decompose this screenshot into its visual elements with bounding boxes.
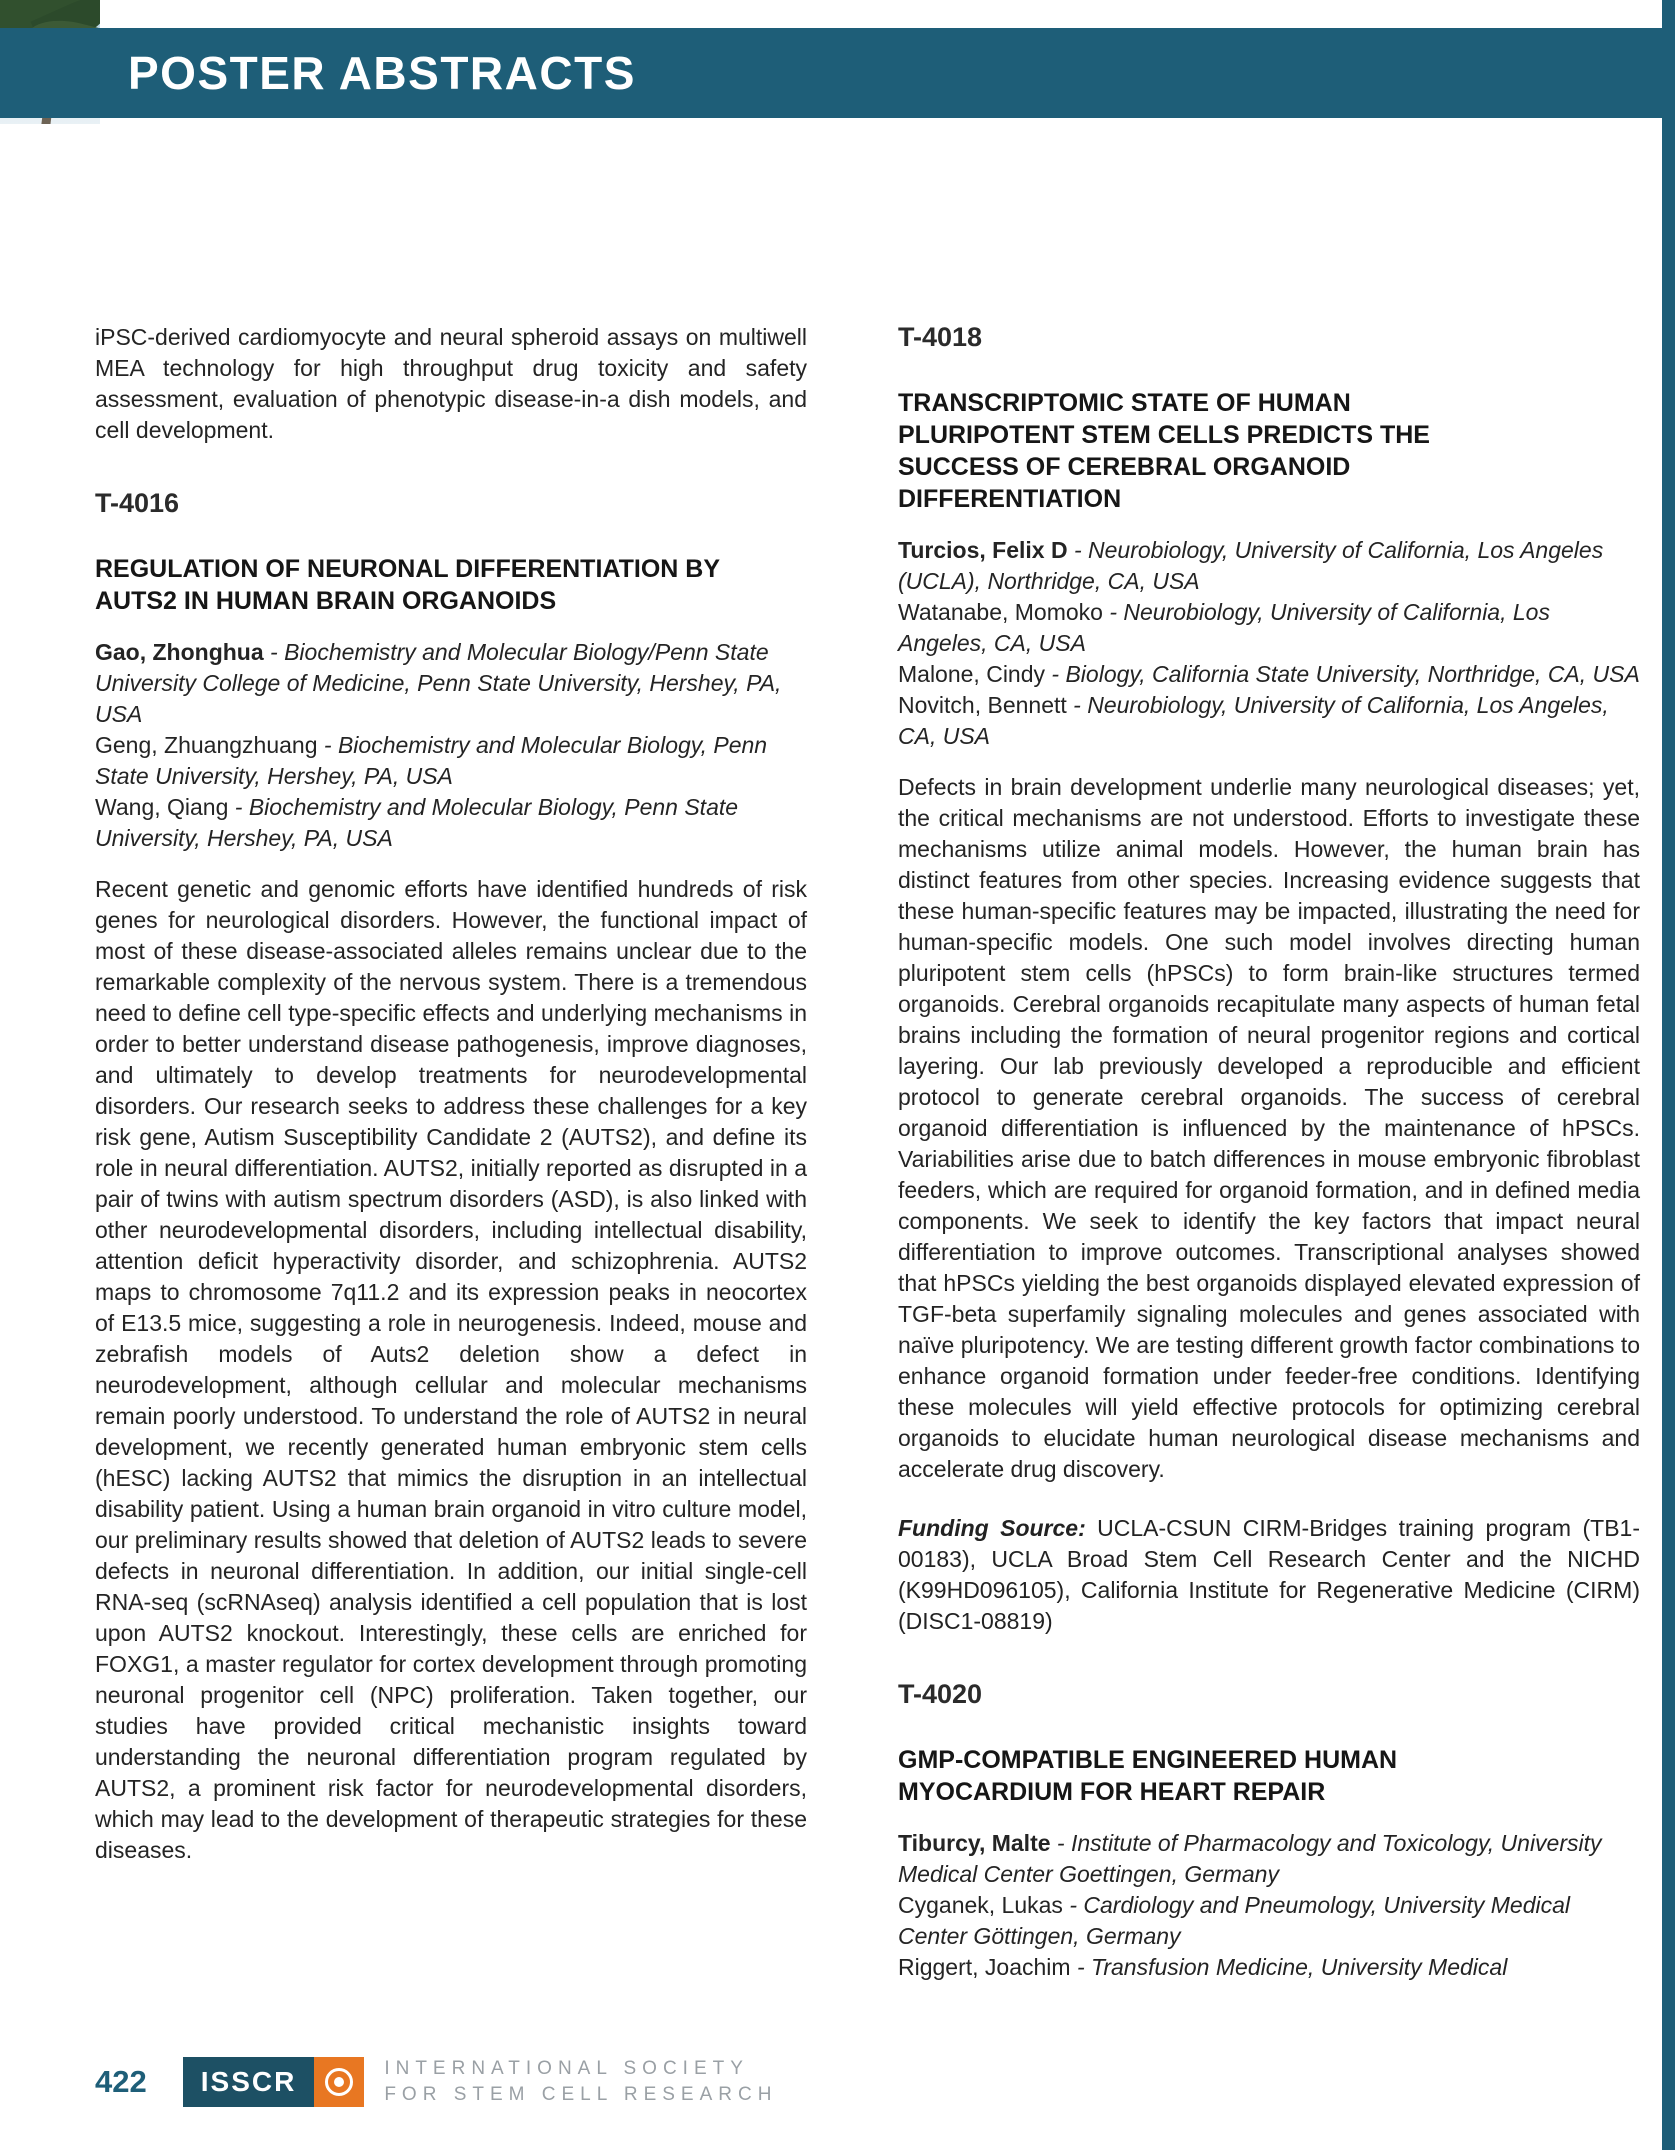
author-name: Geng, Zhuangzhuang (95, 732, 318, 758)
author-line (898, 535, 1640, 597)
author-affiliation: - Institute of Pharmacology and Toxicology, University Medical Center Goettingen, Germany (898, 1830, 1602, 1887)
abstract-code: T-4020 (898, 1679, 983, 1709)
abstract-code: T-4016 (95, 488, 180, 518)
author-line (898, 690, 1640, 752)
isscr-logo-mark-icon (314, 2057, 364, 2107)
abstract-body: Defects in brain development underlie many neurological diseases; yet, the critical mechanisms are not understood. Efforts to investigate these mechanisms utilize animal models. However, the human brain has distinct features from other species. Increasing evidence suggests that these human-specific features may be impacted, illustrating the need for human-specific models. One such model involves directing human pluripotent stem cells (hPSCs) to form brain-like structures termed organoids. Cerebral organoids recapitulate many aspects of human fetal brains including the formation of neural progenitor regions and cortical layering. Our lab previously developed a reproducible and efficient protocol to generate cerebral organoids. The success of cerebral organoid differentiation is influenced by the maintenance of hPSCs. Variabilities arise due to batch differences in mouse embryonic fibroblast feeders, which are required for organoid formation, and in defined media components. We seek to identify the key factors that impact neural differentiation to improve outcomes. Transcriptional analyses showed that hPSCs yielding the best organoids displayed elevated expression of TGF-beta superfamily signaling molecules and genes associated with naïve pluripotency. We are testing different growth factor combinations to enhance organoid formation under feeder-free conditions. Identifying these molecules will yield effective protocols for optimizing cerebral organoids to elucidate human neurological disease mechanisms and accelerate drug discovery. (898, 774, 1640, 1482)
author-name: Gao, Zhonghua (95, 639, 264, 665)
isscr-logo-wordmark: ISSCR (183, 2057, 315, 2107)
author-line (95, 637, 807, 730)
author-list (898, 535, 1640, 752)
author-affiliation: - Cardiology and Pneumology, University Medical Center Göttingen, Germany (898, 1892, 1571, 1949)
author-line (898, 597, 1640, 659)
author-affiliation: - Biochemistry and Molecular Biology, Penn State University, Hershey, PA, USA (95, 732, 768, 789)
funding-text: UCLA-CSUN CIRM-Bridges training program (TB1-00183), UCLA Broad Stem Cell Research Center and the NICHD (K99HD096105), California Institute for Regenerative Medicine (CIRM) (DISC1-08819) (898, 1515, 1641, 1634)
author-name: Wang, Qiang (95, 794, 229, 820)
continuation-paragraph: iPSC-derived cardiomyocyte and neural spheroid assays on multiwell MEA technology for high throughput drug toxicity and safety assessment, evaluation of phenotypic disease-in-a dish models, and cell development. (95, 324, 807, 443)
author-name: Tiburcy, Malte (898, 1830, 1051, 1856)
author-affiliation: - Biology, California State University, Northridge, CA, USA (1051, 661, 1640, 687)
author-name: Malone, Cindy (898, 661, 1046, 687)
abstract-t4018 (898, 322, 1640, 1637)
abstract-title: GMP-COMPATIBLE ENGINEERED HUMAN MYOCARDIUM FOR HEART REPAIR (898, 1746, 1398, 1806)
page-edge-accent (1662, 0, 1675, 2150)
author-affiliation: - Transfusion Medicine, University Medical (1076, 1954, 1508, 1980)
author-line (898, 659, 1640, 690)
author-affiliation: - Neurobiology, University of California, Los Angeles, CA, USA (898, 599, 1550, 656)
author-name: Riggert, Joachim (898, 1954, 1071, 1980)
funding-source (898, 1513, 1640, 1637)
author-line (898, 1952, 1640, 1983)
page-footer (95, 2056, 777, 2108)
right-column (898, 322, 1640, 2003)
author-line (95, 730, 807, 792)
author-name: Novitch, Bennett (898, 692, 1067, 718)
society-name (384, 2056, 777, 2108)
author-name: Watanabe, Momoko (898, 599, 1103, 625)
abstract-t4016 (95, 488, 807, 1866)
author-affiliation: - Neurobiology, University of California, Los Angeles, CA, USA (898, 692, 1609, 749)
author-line (95, 792, 807, 854)
author-line (898, 1828, 1640, 1890)
author-list (898, 1828, 1640, 1983)
society-line-2: FOR STEM CELL RESEARCH (384, 2084, 778, 2105)
author-affiliation: - Biochemistry and Molecular Biology, Penn State University, Hershey, PA, USA (95, 794, 739, 851)
abstract-title: TRANSCRIPTOMIC STATE OF HUMAN PLURIPOTENT STEM CELLS PREDICTS THE SUCCESS OF CEREBRAL ORGANOID DIFFERENTIATION (898, 389, 1430, 513)
author-line (898, 1890, 1640, 1952)
abstract-t4020 (898, 1679, 1640, 1983)
author-name: Cyganek, Lukas (898, 1892, 1063, 1918)
left-column (95, 322, 807, 1866)
funding-label: Funding Source: (898, 1515, 1086, 1541)
society-line-1: INTERNATIONAL SOCIETY (384, 2058, 749, 2079)
header-banner (0, 28, 1662, 118)
isscr-logo (183, 2056, 778, 2108)
page-number: 422 (95, 2064, 147, 2099)
page-title: POSTER ABSTRACTS (128, 47, 636, 99)
author-affiliation: - Biochemistry and Molecular Biology/Penn State University College of Medicine, Penn State University, Hershey, PA, USA (95, 639, 782, 727)
author-affiliation: - Neurobiology, University of California, Los Angeles (UCLA), Northridge, CA, USA (898, 537, 1604, 594)
abstract-code: T-4018 (898, 322, 983, 352)
abstract-body: Recent genetic and genomic efforts have identified hundreds of risk genes for neurological disorders. However, the functional impact of most of these disease-associated alleles remains unclear due to the remarkable complexity of the nervous system. There is a tremendous need to define cell type-specific effects and underlying mechanisms in order to better understand disease pathogenesis, improve diagnoses, and ultimately to develop treatments for neurodevelopmental disorders. Our research seeks to address these challenges for a key risk gene, Autism Susceptibility Candidate 2 (AUTS2), and define its role in neural differentiation. AUTS2, initially reported as disrupted in a pair of twins with autism spectrum disorders (ASD), is also linked with other neurodevelopmental disorders, including intellectual disability, attention deficit hyperactivity disorder, and schizophrenia. AUTS2 maps to chromosome 7q11.2 and its expression peaks in neocortex of E13.5 mice, suggesting a role in neurogenesis. Indeed, mouse and zebrafish models of Auts2 deletion show a defect in neurodevelopment, although cellular and molecular mechanisms remain poorly understood. To understand the role of AUTS2 in neural development, we recently generated human embryonic stem cells (hESC) lacking AUTS2 that mimics the disruption in an intellectual disability patient. Using a human brain organoid in vitro culture model, our preliminary results showed that deletion of AUTS2 leads to severe defects in neuronal differentiation. In addition, our initial single-cell RNA-seq (scRNAseq) analysis identified a cell population that is lost upon AUTS2 knockout. Interestingly, these cells are enriched for FOXG1, a master regulator for cortex development through promoting neuronal progenitor cell (NPC) proliferation. Taken together, our studies have provided critical mechanistic insights toward understanding the neuronal differentiation program regulated by AUTS2, a prominent risk factor for neurodevelopmental disorders, which may lead to the development of therapeutic strategies for these diseases. (95, 876, 807, 1863)
abstract-title: REGULATION OF NEURONAL DIFFERENTIATION BY AUTS2 IN HUMAN BRAIN ORGANOIDS (95, 555, 720, 615)
author-name: Turcios, Felix D (898, 537, 1068, 563)
author-list (95, 637, 807, 854)
